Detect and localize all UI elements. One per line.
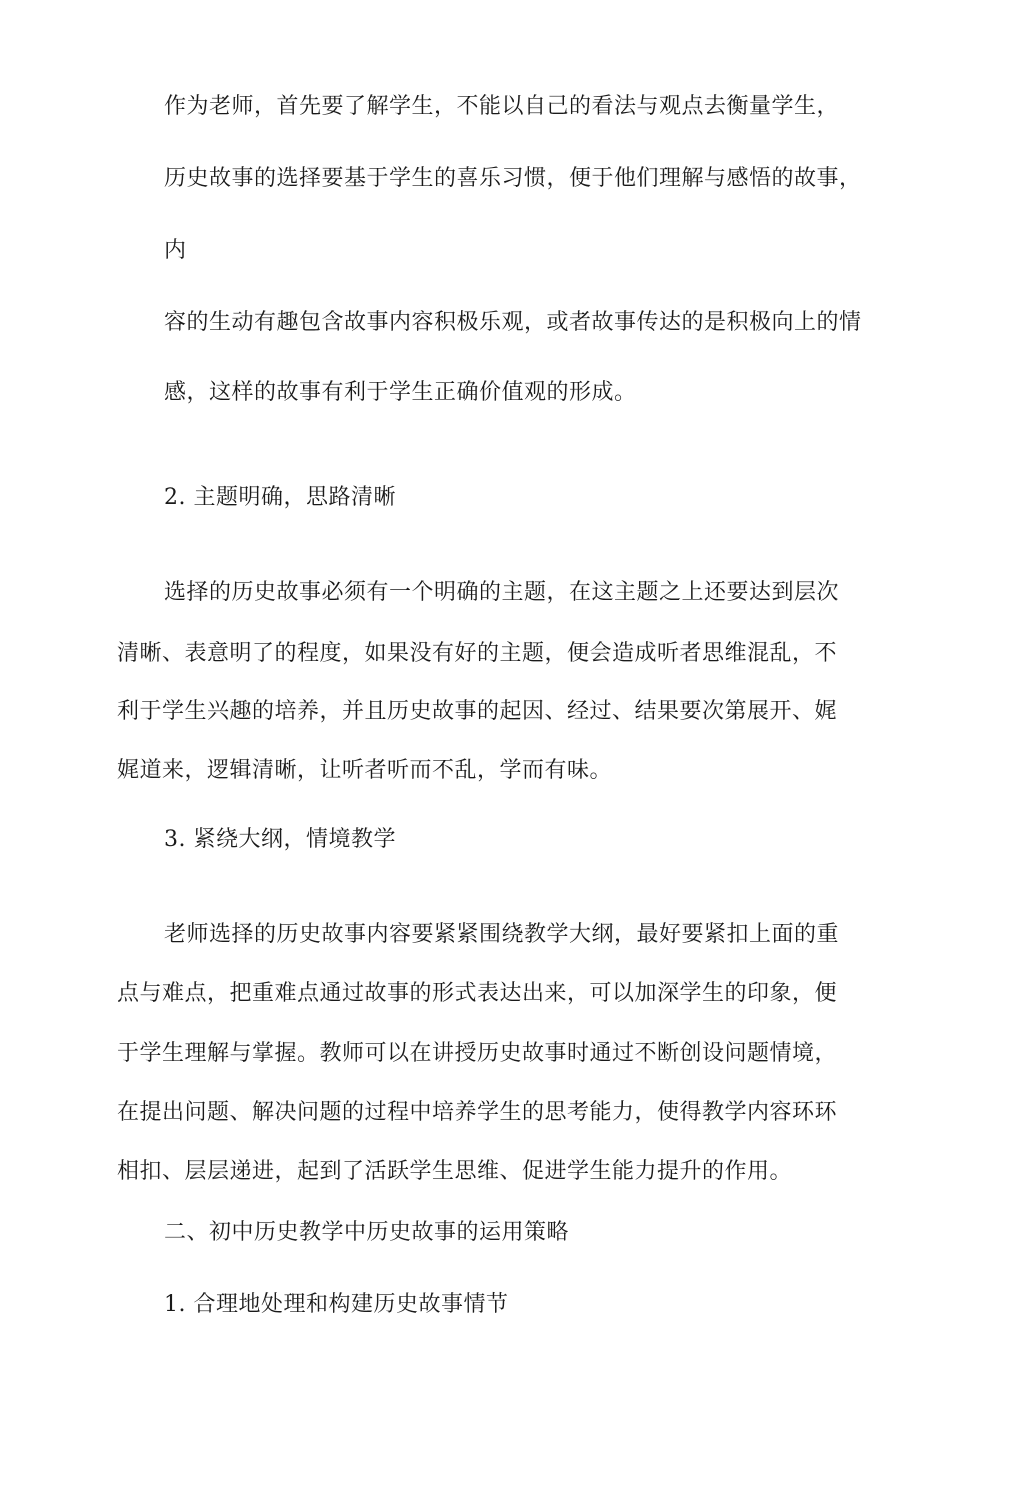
paragraph-line: 娓道来，逻辑清晰，让听者听而不乱，学而有味。 [117,758,613,783]
section-heading: 二、初中历史教学中历史故事的运用策略 [164,1220,570,1245]
paragraph-line: 利于学生兴趣的培养，并且历史故事的起因、经过、结果要次第展开、娓 [117,699,838,724]
paragraph-line: 内 [164,238,187,263]
paragraph-line: 容的生动有趣包含故事内容积极乐观，或者故事传达的是积极向上的情 [164,310,862,335]
paragraph-line: 作为老师，首先要了解学生，不能以自己的看法与观点去衡量学生， [164,94,840,119]
subsection-heading: 1. 合理地处理和构建历史故事情节 [164,1292,509,1317]
paragraph-line: 点与难点，把重难点通过故事的形式表达出来，可以加深学生的印象，便 [117,981,838,1006]
section-heading: 2. 主题明确，思路清晰 [164,485,396,510]
paragraph-line: 相扣、层层递进，起到了活跃学生思维、促进学生能力提升的作用。 [117,1159,793,1184]
paragraph-line: 选择的历史故事必须有一个明确的主题，在这主题之上还要达到层次 [164,580,840,605]
paragraph-line: 在提出问题、解决问题的过程中培养学生的思考能力，使得教学内容环环 [117,1100,838,1125]
paragraph-line: 历史故事的选择要基于学生的喜乐习惯，便于他们理解与感悟的故事， [164,166,862,191]
paragraph-line: 老师选择的历史故事内容要紧紧围绕教学大纲，最好要紧扣上面的重 [164,922,840,947]
paragraph-line: 感，这样的故事有利于学生正确价值观的形成。 [164,380,637,405]
paragraph-line: 于学生理解与掌握。教师可以在讲授历史故事时通过不断创设问题情境， [117,1041,838,1066]
section-heading: 3. 紧绕大纲，情境教学 [164,827,396,852]
paragraph-line: 清晰、表意明了的程度，如果没有好的主题，便会造成听者思维混乱，不 [117,641,838,666]
